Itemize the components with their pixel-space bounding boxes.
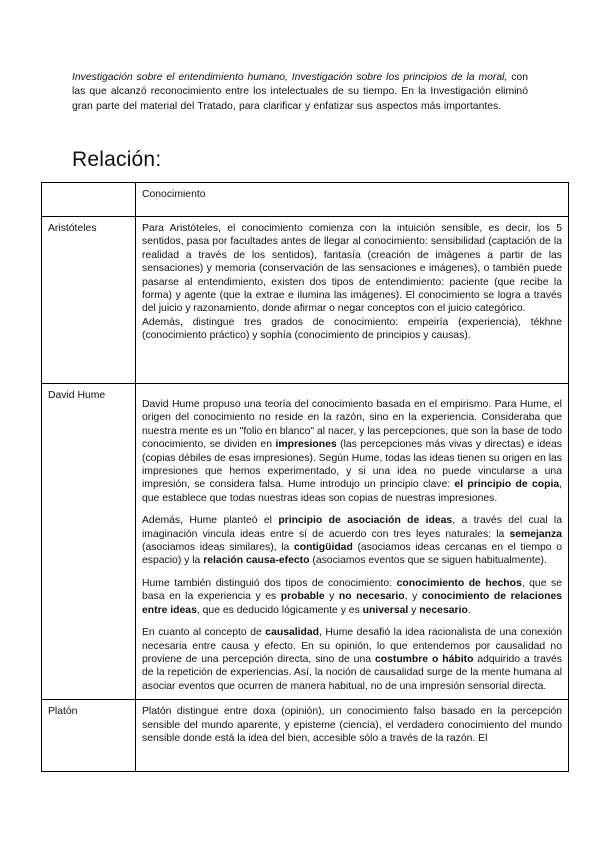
text-run: (las percepciones más vivas y directas) e ideas (copias débiles de esas impresiones). Según Hume, todas las ideas tienen su origen en las impresiones que hemos experimentado, y si una idea no puede vincularse a una impresión, se considera falsa. Hume introdujo un principio clave: (142, 439, 562, 491)
row-name-hume: David Hume (42, 384, 136, 700)
text-run: , Hume desafió la idea racionalista de una conexión necesaria entre causa y efecto. En su opinión, lo que entendemos por causalidad no proviene de una percepción directa, sino de una (142, 627, 562, 665)
row-content-platon (136, 700, 569, 772)
text-run: , y (404, 591, 422, 603)
platon-paragraph-1: Platón distingue entre doxa (opinión), un conocimiento falso basado en la percepción sensible del mundo aparente, y episteme (ciencia), el verdadero conocimiento del mundo sensible donde está la idea del bien, accesible sólo a través de la razón. El (142, 706, 562, 744)
bold-run: principio de asociación de ideas (278, 515, 453, 527)
bold-run: impresiones (275, 439, 337, 451)
text-run: (asociamos ideas similares), la (142, 542, 294, 554)
header-empty-cell (42, 183, 136, 217)
aristoteles-paragraph-2: Además, distingue tres grados de conocimiento: empeiría (experiencia), tékhne (conocimiento práctico) y sophía (conocimiento de principios y causas). (142, 316, 562, 342)
section-heading: Relación: (72, 148, 162, 171)
aristoteles-paragraph-1: Para Aristóteles, el conocimiento comienza con la intuición sensible, es decir, los 5 sentidos, pasa por facultades antes de llegar al conocimiento: sensibilidad (captación de la realidad a través de los sentidos), fantasía (creación de imágenes a partir de las sensaciones) y memoria (conservación de las sensaciones e imágenes), o también puede pasarse al entendimiento, existen dos tipos de entendimiento: paciente (que recibe la forma) y agente (que la extrae e ilumina las imágenes). El conocimiento se logra a través del juicio y razonamiento, donde afirmar o negar conceptos con el juicio categórico. (142, 223, 562, 315)
text-run: Además, Hume planteó el (142, 515, 279, 527)
intro-text: con las que alcanzó reconocimiento entre los intelectuales de su tiempo. En la Investigación eliminó gran parte del material del Tratado, para clarificar y enfatizar sus aspectos más importantes. (72, 72, 528, 112)
text-run: . (467, 604, 471, 616)
text-run: Hume también distinguió dos tipos de conocimiento: (142, 577, 397, 589)
hume-paragraph-1 (142, 398, 562, 505)
text-run: (asociamos eventos que se siguen habitualmente). (309, 555, 547, 567)
bold-run: causalidad (265, 627, 320, 639)
intro-paragraph (72, 71, 528, 114)
text-run: David Hume propuso una teoría del conocimiento basada en el empirismo. Para Hume, el origen del conocimiento no reside en la razón, sino en la experiencia. Consideraba que nuestra mente es un "folio en blanco" al nacer, y las percepciones, que son la base de todo conocimiento, se dividen en (142, 399, 562, 451)
hume-paragraph-4 (142, 626, 562, 693)
text-run: , que es deducido lógicamente y es (196, 604, 363, 616)
bold-run: semejanza (509, 528, 562, 540)
text-run: , que se basa en la experiencia y es (142, 577, 562, 603)
hume-paragraph-2 (142, 514, 562, 568)
bold-run: costumbre o hábito (374, 653, 474, 665)
header-conocimiento: Conocimiento (136, 183, 569, 217)
bold-run: conocimiento de hechos (396, 577, 522, 589)
bold-run: relación causa-efecto (203, 555, 310, 567)
bold-run: conocimiento de relaciones entre ideas (142, 591, 562, 616)
table-row (42, 384, 569, 700)
bold-run: el principio de copia (454, 479, 560, 491)
bold-run: contigüidad (293, 542, 353, 554)
row-content-hume (136, 384, 569, 700)
row-name-platon: Platón (42, 700, 136, 772)
text-run: En cuanto al concepto de (142, 627, 266, 639)
intro-italic-titles: Investigación sobre el entendimiento humano, Investigación sobre los principios de la moral, (72, 72, 508, 83)
bold-run: no necesario (338, 591, 405, 603)
row-content-aristoteles (136, 217, 569, 384)
comparison-table (41, 182, 569, 772)
table-row (42, 700, 569, 772)
table-header-row (42, 183, 569, 217)
text-run: y (408, 604, 420, 616)
text-run: , a través del cual la imaginación vincula ideas entre sí de acuerdo con tres leyes naturales: la (142, 515, 563, 540)
text-run: adquirido a través de la repetición de experiencias. Así, la noción de causalidad surge de la mente humana al asociar eventos que ocurren de manera habitual, no de una impresión sensorial directa. (142, 653, 562, 692)
text-run: , que establece que todas nuestras ideas son copias de nuestras impresiones. (142, 479, 562, 504)
bold-run: universal (362, 604, 409, 616)
hume-paragraph-3 (142, 577, 562, 617)
text-run: (asociamos ideas cercanas en el tiempo o espacio) y la (142, 542, 562, 567)
text-run: y (324, 591, 339, 603)
table-row (42, 217, 569, 384)
bold-run: necesario (419, 604, 468, 616)
bold-run: probable (280, 591, 325, 603)
row-name-aristoteles: Aristóteles (42, 217, 136, 384)
